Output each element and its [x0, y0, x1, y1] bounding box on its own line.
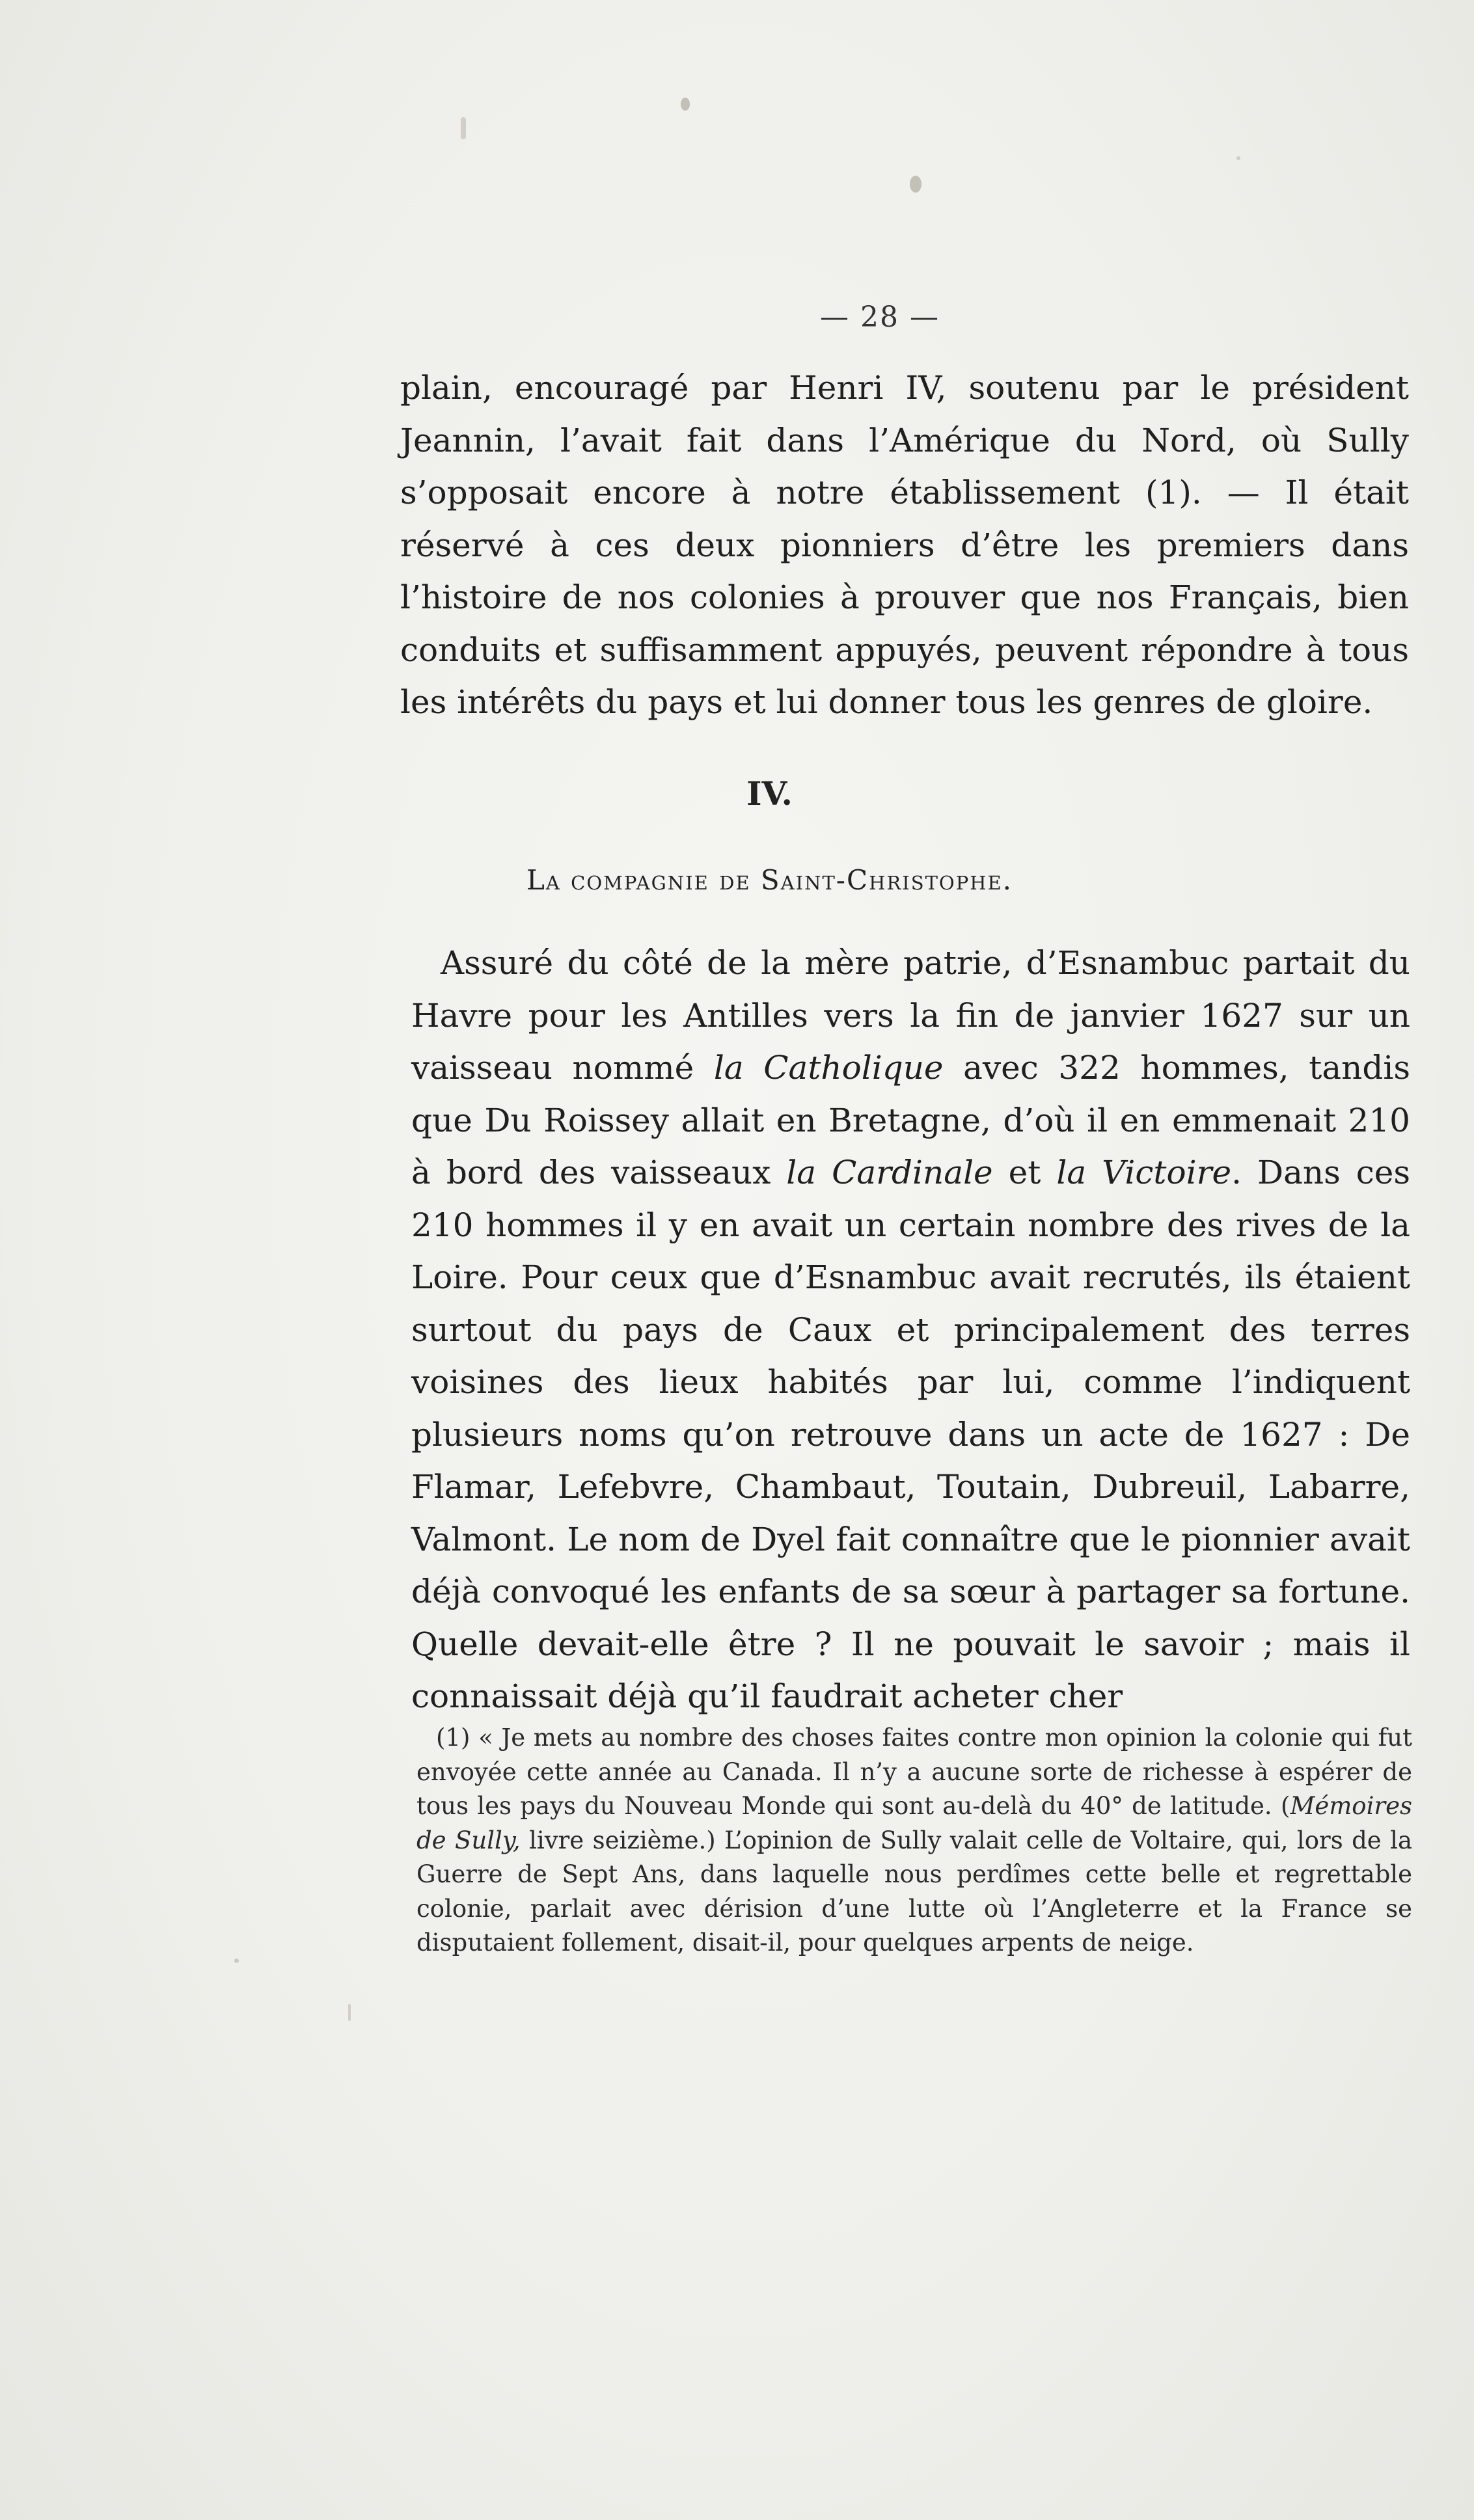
top-paragraph [400, 362, 1409, 729]
footnote-part2: livre seizième.) L’opinion de Sully valait celle de Voltaire, qui, lors de la Guerre de Sept Ans, dans laquelle nous perdîmes cette belle et regrettable colonie, parlait avec dérision d’une lutte où l’Angleterre et la France se disputaient follement, disait-il, pour quelques arpents de neige. [416, 1826, 1413, 1957]
main-text-part4: . Dans ces 210 hommes il y en avait un certain nombre des rives de la Loire. Pour ceux que d’Esnambuc avait recrutés, ils étaient surtout du pays de Caux et principalement des terres voisines des lieux habités par lui, comme l’indiquent plusieurs noms qu’on retrouve dans un acte de 1627 : De Flamar, Lefebvre, Chambaut, Toutain, Dubreuil, Labarre, Valmont. Le nom de Dyel fait connaître que le pionnier avait déjà convoqué les enfants de sa sœur à partager sa fortune. Quelle devait-elle être ? Il ne pouvait le savoir ; mais il connaissait déjà qu’il faudrait acheter cher [411, 1154, 1410, 1715]
page-number: — 28 — [820, 301, 940, 334]
paper-speck [1236, 156, 1240, 160]
main-text-part2: avec 322 hommes, tandis que Du Roissey allait en Bretagne, d’où il en emmenait 210 à bord des vaisseaux [411, 1049, 1410, 1191]
paper-speck [234, 1958, 239, 1963]
footnote-text [416, 1721, 1412, 1960]
paper-speck [461, 117, 466, 139]
top-paragraph-text: plain, encouragé par Henri IV, soutenu par le président Jeannin, l’avait fait dans l’Amérique du Nord, où Sully s’opposait encore à notre établissement (1). — Il était réservé à ces deux pionniers d’être les premiers dans l’histoire de nos colonies à prouver que nos Français, bien conduits et suffisamment appuyés, peuvent répondre à tous les intérêts du pays et lui donner tous les genres de gloire. [400, 369, 1409, 721]
main-paragraph-text [411, 937, 1410, 1723]
footnote-source: Mémoires de Sully, [416, 1792, 1412, 1854]
footnote [416, 1721, 1412, 1960]
paper-speck [348, 2004, 351, 2021]
ship-name-victoire: la Victoire [1056, 1154, 1232, 1191]
paper-speck [681, 98, 690, 111]
section-number: IV. [746, 774, 793, 813]
main-text-part1: Assuré du côté de la mère patrie, d’Esnambuc partait du Havre pour les Antilles vers la fin de janvier 1627 sur un vaisseau nommé [411, 944, 1410, 1087]
ship-name-cardinale: la Cardinale [786, 1154, 993, 1191]
main-text-part3: et [992, 1154, 1057, 1191]
footnote-part1: (1) « Je mets au nombre des choses faites contre mon opinion la colonie qui fut envoyée cette année au Canada. Il n’y a aucune sorte de richesse à espérer de tous les pays du Nouveau Monde qui sont au-delà du 40° de latitude. ( [416, 1724, 1412, 1820]
ship-name-catholique: la Catholique [713, 1049, 944, 1087]
section-title: La compagnie de Saint-Christophe. [526, 864, 1013, 896]
main-paragraph [411, 937, 1410, 1723]
paper-speck [910, 176, 921, 193]
